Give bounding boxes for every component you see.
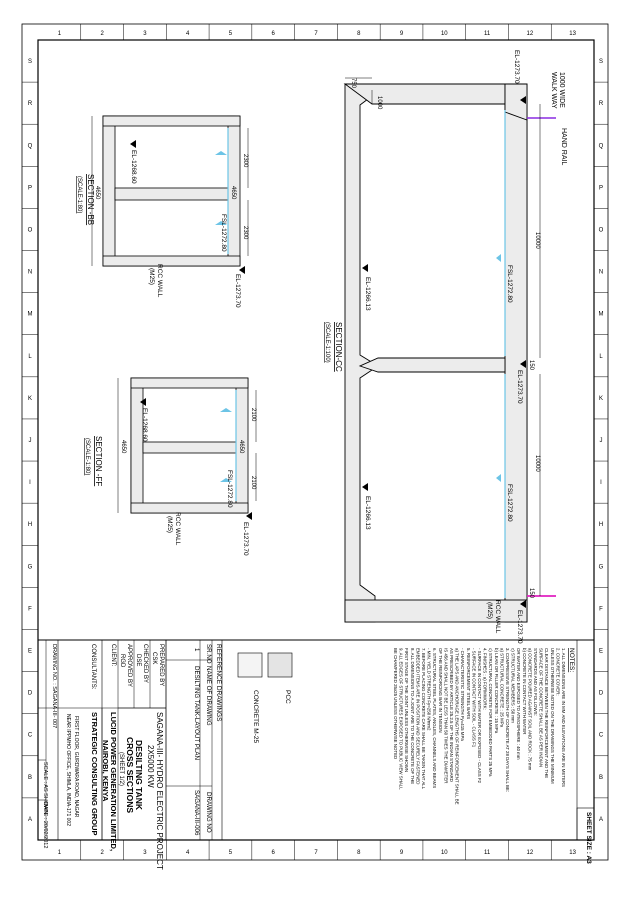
- cc-el-bot-b: EL-1266.13: [364, 496, 371, 530]
- cc-el-right: EL-1273.70: [516, 610, 523, 644]
- grid-number: 1: [57, 850, 62, 856]
- title-line3: (SHEET 1/2): [118, 752, 124, 786]
- grid-letter: R: [598, 101, 604, 108]
- cc-right-wall-hatch: [505, 84, 527, 622]
- note-line: 9. ALL EDGES OF STRUCTURES EXPOSED TO PUBLIC VIEW SHALL: [398, 648, 404, 790]
- date: DATE : 20/02/2012: [42, 802, 48, 849]
- grid-letter: B: [598, 774, 604, 781]
- grid-letter: F: [28, 606, 32, 613]
- cc-rcc-wall-line1: RCC WALL: [494, 600, 501, 634]
- grid-letter: L: [599, 353, 603, 360]
- cc-walkway-line1: 1000 WIDE: [558, 72, 565, 108]
- legend-concrete-swatch: [238, 653, 262, 677]
- cc-dim-10000-b: 10000: [534, 455, 540, 472]
- cc-fsl-a: FSL-1272.80: [506, 265, 513, 303]
- bb-base: [103, 116, 115, 266]
- note-line: a) THE LAPS AND ANCHORAGE LENGTHS OF REINFORCEMENT SHALL BE: [454, 648, 460, 805]
- ff-scale: (SCALE-1:80): [84, 438, 90, 476]
- note-line: b) LEAN OR FILLER CONCRETE : 15 MPa: [493, 648, 499, 734]
- consultant-label: CONSULTANTS:: [90, 644, 96, 690]
- client-line1: LUCID POWER GENERATION LIMITED,: [109, 712, 118, 852]
- grid-number: 6: [271, 850, 275, 856]
- scale: SCALE : AS SHOWN: [42, 762, 48, 815]
- grid-number: 10: [440, 31, 448, 37]
- cc-title: SECTION-CC: [334, 322, 343, 372]
- bb-dim-2300-b: 2300: [242, 226, 248, 240]
- cc-handrail-label: HAND RAIL: [560, 128, 567, 166]
- grid-letter: K: [27, 395, 33, 402]
- grid-number: 13: [569, 31, 576, 37]
- cc-el-top: EL-1273.70: [513, 50, 520, 84]
- prepared-value: CSK: [151, 652, 157, 665]
- checked-label: CHECKED BY: [142, 644, 148, 684]
- grid-letter: P: [598, 185, 604, 192]
- cc-left-wall-hatch: [345, 84, 378, 622]
- grid-number: 11: [483, 850, 491, 856]
- bb-dim-4650-b: 4650: [94, 186, 100, 200]
- cc-el-mid: EL-1273.70: [516, 370, 523, 404]
- grid-number: 1: [57, 31, 62, 37]
- grid-number: 9: [399, 31, 404, 37]
- note-line: CLEAR DISTANCE BETWEEN THE REINFORCEMENT AND THE: [544, 648, 550, 779]
- approved-label: APPROVED BY: [126, 644, 132, 688]
- checked-value: DSE: [135, 654, 141, 667]
- note-line: - SURFACE IN CONTACT WITH SOIL - CLASS F1: [471, 648, 477, 748]
- section-cc-screen: [324, 50, 567, 644]
- ref-col-srno: SR.NO: [205, 644, 212, 664]
- grid-letter: O: [27, 227, 33, 234]
- ff-rcc-wall-line2: (M25): [166, 516, 173, 533]
- grid-letter: G: [598, 564, 604, 571]
- note-line: c) STRUCTURAL MEMBERS : 50 mm: [510, 648, 516, 723]
- grid-number: 10: [440, 850, 448, 856]
- note-line: 6. STRUCTURAL STEEL PLATES, ANGLES, CHANNELS AND BEAMS: [432, 648, 438, 789]
- grid-number: 2: [100, 850, 104, 856]
- grid-letter: O: [598, 227, 604, 234]
- grid-letter: R: [27, 101, 33, 108]
- bb-scale: (SCALE-1:80): [76, 176, 82, 214]
- bb-title: SECTION -BB: [86, 174, 95, 226]
- cc-dim-750: 750: [350, 78, 356, 89]
- ff-el-top: EL-1273.70: [242, 522, 249, 556]
- note-line: 5. REINFORCEMENT STEEL BARS: [465, 648, 471, 720]
- grid-letter: F: [599, 606, 603, 613]
- grid-number: 6: [271, 31, 275, 37]
- grid-letter: S: [598, 59, 604, 66]
- note-line: AS PRESCRIBED BY ARTICLE 25.2.5 OF THE INDIAN STANDARD: [449, 648, 454, 782]
- bb-dim-2300-a: 2300: [242, 154, 248, 168]
- grid-number: 8: [357, 850, 361, 856]
- notes-heading: NOTES:: [568, 648, 575, 673]
- cc-fsl-b: FSL-1272.80: [506, 484, 513, 522]
- grid-letter: A: [27, 816, 33, 823]
- legend-pcc: PCC: [284, 690, 291, 704]
- grid-number: 12: [526, 850, 534, 856]
- ff-el-bottom: EL-1268.60: [141, 408, 148, 442]
- grid-letter: B: [27, 774, 33, 781]
- consultant-addr2: NEAR IPPMHO OFFICE, SHIMLA, INDIA-171 002: [65, 714, 71, 826]
- cc-dim-1000: 1000: [376, 96, 382, 110]
- note-line: BE CHAMFERED 25x25 UNLESS OTHERWISE NOTED: [393, 648, 398, 760]
- note-line: 7. BEFORE PLACING CONCRETE CARE SHALL BE TAKEN THAT ALL: [421, 648, 426, 790]
- cc-el-bot-a: EL-1266.13: [364, 277, 371, 311]
- cc-rcc-wall-line2: (M25): [486, 602, 493, 619]
- ref-row-name: DESILTING TANK-LAYOUT PLAN: [193, 666, 200, 760]
- ref-col-dwg: DRAWING NO: [205, 792, 212, 833]
- ref-heading: REFERENCE DRAWINGS: [215, 644, 222, 722]
- ref-col-name: NAME OF DRAWING: [205, 666, 212, 726]
- bb-el-bottom: EL-1268.60: [130, 150, 137, 184]
- ff-base: [131, 378, 143, 513]
- grid-number: 3: [143, 31, 147, 37]
- grid-number: 5: [228, 850, 233, 856]
- grid-letter: E: [27, 648, 33, 655]
- client-label: CLIENT:: [110, 644, 116, 667]
- grid-letter: C: [598, 732, 604, 739]
- ff-rcc-wall-line1: RCC WALL: [174, 512, 181, 546]
- project-line1: SAGANA-III- HYDRO ELECTRIC PROJECT: [155, 712, 164, 870]
- section-ff: [84, 378, 256, 556]
- bb-el-top: EL-1273.70: [234, 274, 241, 308]
- grid-number: 11: [483, 31, 491, 37]
- note-line: STANDARDS AND AS FOLLOWS:: [533, 648, 538, 716]
- grid-number: 4: [186, 850, 190, 856]
- project-line2: 2X5000 KW: [146, 745, 155, 788]
- drawing-no: DRAWING NO. : SAGANA-III- 007: [51, 644, 57, 729]
- bb-rcc-wall-line1: RCC WALL: [156, 264, 163, 298]
- grid-letter: D: [598, 690, 604, 697]
- note-line: 4. FINISHES : a) FORMWORK:: [482, 648, 488, 710]
- legend-pcc-swatch: [268, 653, 292, 677]
- ff-dim-2100-b: 2100: [250, 476, 256, 490]
- grid-number: 7: [314, 850, 318, 856]
- note-line: FIRST STAGE OF THE JOINT UNLESS OTHERWISE SHOWN: [404, 648, 410, 773]
- title-line2: CROSS SECTIONS: [125, 737, 135, 814]
- grid-letter: D: [27, 690, 33, 697]
- grid-letter: J: [28, 438, 32, 444]
- note-line: IS 456 AND SHALL NOT BE LESS THAN 50 TIMES THE DIAMETER: [443, 648, 449, 784]
- ff-dim-4650-b: 4650: [120, 440, 126, 454]
- bb-fsl: FSL-1272.80: [220, 214, 227, 252]
- bb-rcc-wall-line2: (M25): [148, 268, 155, 285]
- grid-letter: I: [600, 480, 602, 487]
- grid-letter: H: [27, 522, 33, 529]
- cc-dim-10000-a: 10000: [534, 232, 540, 249]
- bb-dim-4650-a: 4650: [230, 186, 236, 200]
- ref-row-dwg: SAGANA-III-006: [193, 790, 200, 836]
- grid-letter: N: [27, 269, 33, 276]
- cc-dim-150-b: 150: [528, 588, 534, 599]
- note-line: - MIN. YIELD STRENGTH Fy=250 N/mm2: [426, 648, 432, 731]
- grid-letter: C: [27, 732, 33, 739]
- note-line: 1. ALL DIMENSIONS ARE IN MM AND ELEVATIONS ARE IN METERS: [561, 648, 566, 787]
- grid-letter: M: [598, 311, 604, 318]
- note-line: OF THE REINFORCING BAR IN TENSION: [437, 648, 443, 733]
- note-line: a) STRUCTURAL CONCRETE : 25 MPa: [499, 648, 505, 728]
- ff-dim-4650-a: 4650: [238, 440, 244, 454]
- grid-number: 13: [569, 850, 576, 856]
- grid-letter: K: [598, 395, 604, 402]
- client-line2: NAIROBI, KENYA: [101, 740, 110, 802]
- ff-dim-2100-a: 2100: [250, 408, 256, 422]
- grid-letter: A: [598, 816, 604, 823]
- grid-letter: P: [27, 185, 33, 192]
- consultant-addr1: FIRST FLOOR, GURDWARA ROAD, NAGAR: [73, 716, 79, 818]
- grid-number: 8: [357, 31, 361, 37]
- note-line: 3. COMPRESSIVE STRENGTH OF CONCRETE AT 28 DAYS SHALL BE:: [505, 648, 510, 793]
- approved-value: RGD: [119, 654, 125, 668]
- grid-number: 12: [526, 31, 534, 37]
- grid-letter: J: [599, 438, 603, 444]
- note-line: - CHARACTERISTIC STRENGTH Fy=415 MPa: [460, 648, 466, 741]
- grid-letter: Q: [598, 143, 604, 150]
- prepared-label: PREPARED BY: [158, 644, 164, 687]
- sheet-size: SHEET SIZE : A3: [585, 812, 592, 864]
- grid-letter: M: [27, 311, 33, 318]
- grid-letter: Q: [27, 143, 33, 150]
- ff-fsl: FSL-1272.80: [226, 470, 233, 508]
- note-line: b) CONCRETE IN CONTACT WITH WATER: [521, 648, 527, 735]
- ref-row-srno: 1: [193, 648, 200, 652]
- note-line: OR WATER AND EXPOSED TO ATMOSPHERE : 40 mm: [516, 648, 522, 760]
- grid-letter: E: [598, 648, 604, 655]
- ff-title: SECTION -FF: [94, 436, 103, 487]
- note-line: EMBEDDED ITEMS ARE IN POSITION AND SECURELY FASTENED: [415, 648, 421, 785]
- grid-number: 2: [100, 31, 104, 37]
- note-line: UNLESS OTHERWISE NOTED ON THE DRAWINGS THE MINIMUM: [549, 648, 555, 784]
- note-line: - SURFACE IN CONTACT WITH WATER OR EXPOSED - CLASS F2: [477, 648, 482, 783]
- grid-number: 4: [186, 31, 190, 37]
- bb-divider: [115, 188, 228, 200]
- grid-number: 3: [143, 850, 147, 856]
- legend-concrete: CONCRETE M-25: [252, 690, 259, 744]
- note-line: 8. ALL DIMENSIONS TO A JOINT ARE TO THE CONCRETE OF THE: [409, 648, 415, 785]
- grid-letter: I: [29, 480, 31, 487]
- ff-divider: [143, 442, 236, 453]
- grid-letter: G: [27, 564, 33, 571]
- grid-letter: H: [598, 522, 604, 529]
- cc-dim-150-a: 150: [528, 360, 534, 371]
- notes-lines: [393, 648, 566, 805]
- grid-number: 9: [399, 850, 404, 856]
- grid-number: 7: [314, 31, 318, 37]
- section-bb: [76, 116, 248, 308]
- note-line: SURFACE OF THE CONCRETE SHALL BE AS PER INDIAN: [538, 648, 544, 768]
- cc-scale: (SCALE-1:100): [324, 322, 330, 363]
- note-line: c) STRUCTURAL CONCRETE FOR EMBEDDED PARTS 25 MPa: [488, 648, 494, 777]
- consultant-name: STRATEGIC CONSULTING GROUP: [90, 712, 99, 836]
- note-line: a) CONCRETE POURED AGAINST SOIL AND ROCK : 75 mm: [527, 648, 533, 771]
- note-line: 2. CONCRETE COVER:: [555, 648, 561, 696]
- grid-letter: L: [28, 353, 32, 360]
- grid-number: 5: [228, 31, 233, 37]
- cc-top-slab: [345, 84, 505, 104]
- cc-walkway-line2: WALK WAY: [550, 72, 557, 109]
- grid-letter: S: [27, 59, 33, 66]
- grid-letter: N: [598, 269, 604, 276]
- title-line1: DESILTING TANK: [134, 740, 144, 811]
- cc-divider-pier: [360, 358, 505, 372]
